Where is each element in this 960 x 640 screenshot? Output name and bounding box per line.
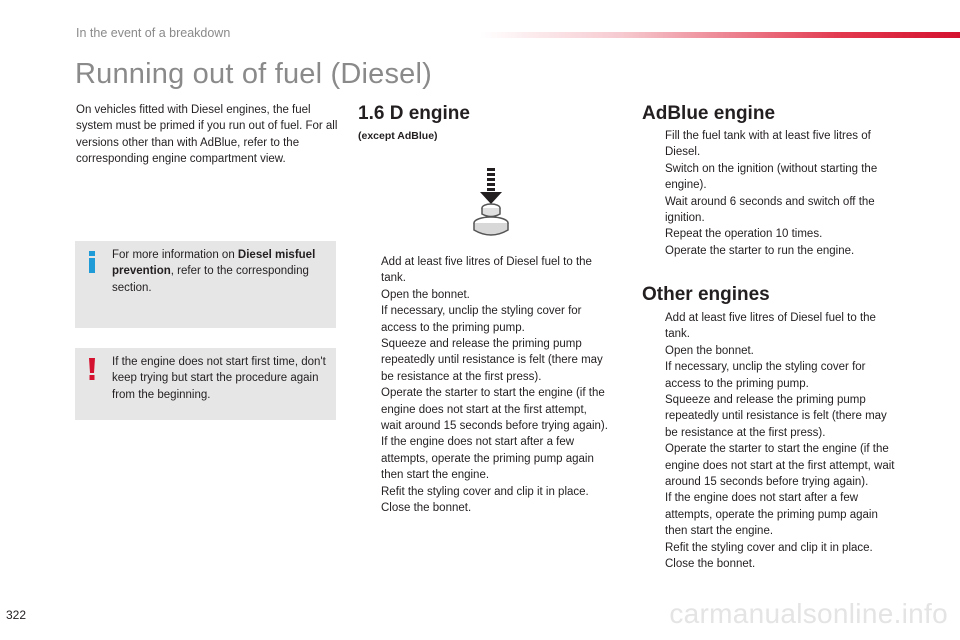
list-item: Add at least five litres of Diesel fuel to the tank. (381, 256, 592, 285)
info-box-text (112, 247, 330, 296)
engine-16d-title: 1.6 D engine (358, 103, 470, 124)
engine-16d-steps (358, 254, 610, 517)
list-item: Squeeze and release the priming pump repeatedly until resistance is felt (there may be resistance at the first press). (665, 394, 887, 439)
page-number: 322 (6, 608, 27, 622)
list-item: Repeat the operation 10 times. (665, 228, 823, 241)
list-item: Refit the styling cover and clip it in place. (665, 541, 873, 554)
list-item: If the engine does not start after a few attempts, operate the priming pump again then start the engine. (381, 436, 594, 482)
list-item: If necessary, unclip the styling cover for access to the priming pump. (665, 361, 866, 390)
list-item: If necessary, unclip the styling cover for access to the priming pump. (381, 305, 582, 334)
info-box-link-text: Diesel misfuel prevention (112, 249, 316, 278)
header-section-title: In the event of a breakdown (76, 26, 231, 40)
list-item: Open the bonnet. (381, 288, 470, 301)
list-item: Add at least five litres of Diesel fuel to the tank. (665, 312, 876, 341)
list-item: Close the bonnet. (381, 502, 472, 515)
other-engines-steps (642, 310, 898, 573)
list-item: Open the bonnet. (665, 344, 754, 357)
list-item: If the engine does not start after a few attempts, operate the priming pump again then start the engine. (665, 492, 878, 538)
intro-paragraph: On vehicles fitted with Diesel engines, the fuel system must be primed if you run out of fuel. For all versions other than with AdBlue, refer to the corresponding engine compartment view. (76, 104, 338, 166)
page-title: Running out of fuel (Diesel) (75, 58, 433, 90)
list-item: Operate the starter to start the engine (if the engine does not start at the first attempt, wait around 15 seconds before trying again). (665, 443, 895, 489)
warning-box-text: If the engine does not start first time, don't keep trying but start the procedure again from the beginning. (112, 356, 326, 401)
header-accent-bar (480, 32, 960, 38)
watermark: carmanualsonline.info (669, 598, 948, 629)
list-item: Fill the fuel tank with at least five litres of Diesel. (665, 130, 871, 159)
list-item: Switch on the ignition (without starting the engine). (665, 162, 878, 192)
info-icon (87, 251, 97, 273)
warning-icon (87, 358, 97, 380)
list-item: Wait around 6 seconds and switch off the ignition. (665, 195, 875, 225)
list-item: Close the bonnet. (665, 558, 756, 571)
info-box (75, 241, 336, 328)
other-engines-title: Other engines (642, 284, 770, 305)
priming-pump-icon (470, 168, 512, 240)
adblue-engine-title: AdBlue engine (642, 103, 776, 124)
list-item: Operate the starter to start the engine (if the engine does not start at the first attempt, wait around 15 seconds before trying again). (381, 387, 608, 433)
list-item: Refit the styling cover and clip it in place. (381, 485, 589, 498)
list-item: Operate the starter to run the engine. (665, 244, 855, 257)
warning-box (75, 348, 336, 420)
info-box-prefix: For more information on (112, 249, 238, 261)
info-box-suffix: , refer to the corresponding section. (112, 265, 309, 294)
engine-16d-subtitle: (except AdBlue) (358, 130, 438, 142)
list-item: Squeeze and release the priming pump repeatedly until resistance is felt (there may be resistance at the first press). (381, 338, 603, 383)
adblue-engine-steps (642, 128, 898, 259)
